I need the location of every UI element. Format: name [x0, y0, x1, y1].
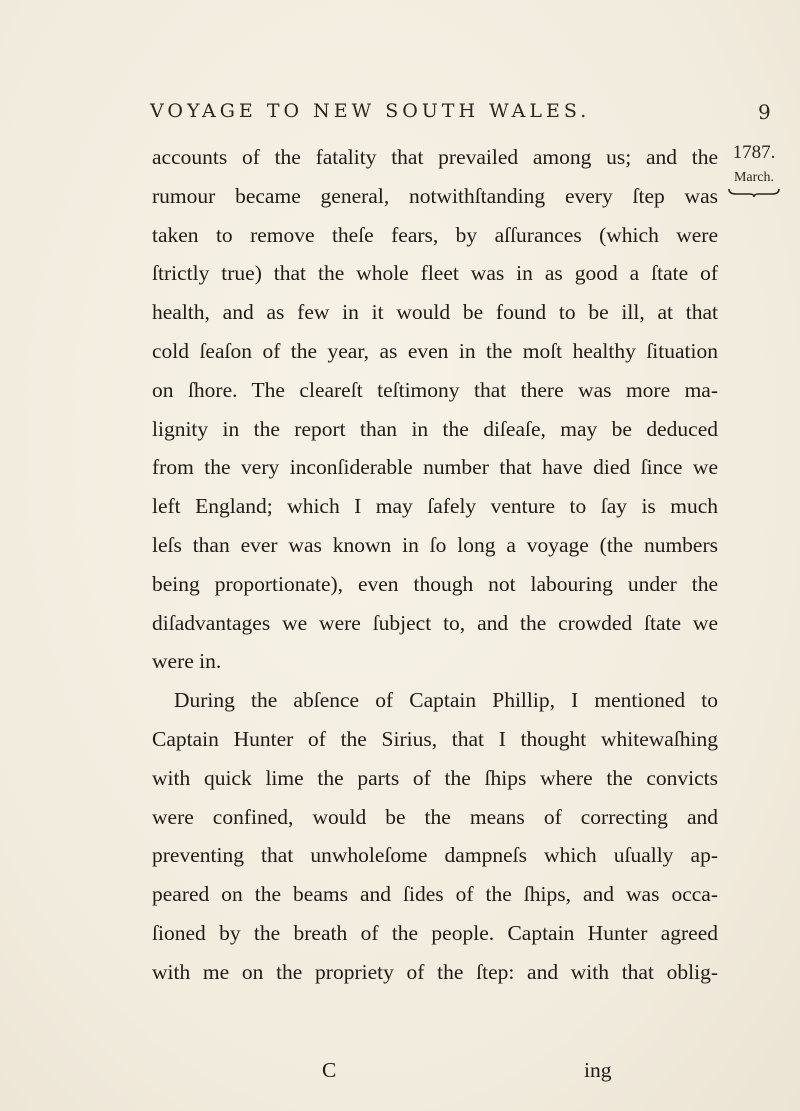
running-head: VOYAGE TO NEW SOUTH WALES.	[150, 100, 591, 122]
text-line: rumour became general, notwithſtanding every ſtep was	[152, 183, 718, 208]
body-text	[152, 138, 718, 992]
text-line: leſs than ever was known in ſo long a voyage (the numbers	[152, 532, 718, 557]
text-line: being proportionate), even though not labouring under the	[152, 571, 718, 596]
text-line: peared on the beams and ſides of the ſhips, and was occa-	[152, 882, 718, 907]
signature-mark: C	[322, 1058, 337, 1082]
text-line: During the abſence of Captain Phillip, I mentioned to	[174, 688, 718, 713]
text-line: on ſhore. The cleareſt teſtimony that there was more ma-	[152, 377, 718, 402]
text-line: lignity in the report than in the diſeaſe, may be deduced	[152, 416, 718, 441]
page-footer	[152, 1058, 718, 1094]
page-number: 9	[758, 100, 771, 124]
text-line: Captain Hunter of the Sirius, that I thought whitewaſhing	[152, 726, 718, 751]
text-line: health, and as few in it would be found to be ill, at that	[152, 300, 718, 325]
margin-year: 1787.	[732, 142, 776, 163]
text-line: taken to remove theſe fears, by aſſurances (which were	[152, 222, 718, 247]
text-line: were confined, would be the means of correcting and	[152, 804, 718, 829]
text-line: accounts of the fatality that prevailed among us; and the	[152, 145, 718, 169]
text-line: with me on the propriety of the ſtep: and with that oblig-	[152, 959, 718, 984]
text-line: preventing that unwholeſome dampneſs which uſually ap-	[152, 843, 718, 868]
text-line: from the very inconſiderable number that have died ſince we	[152, 455, 718, 480]
text-line: were in.	[152, 649, 222, 674]
text-line: with quick lime the parts of the ſhips where the convicts	[152, 765, 718, 790]
text-line: left England; which I may ſafely venture to ſay is much	[152, 494, 718, 519]
margin-note	[724, 142, 784, 198]
text-line: diſadvantages we were ſubject to, and the crowded ſtate we	[152, 610, 718, 635]
text-line: cold ſeaſon of the year, as even in the moſt healthy ſituation	[152, 338, 718, 363]
text-line: ſtrictly true) that the whole fleet was in as good a ſtate of	[152, 261, 718, 286]
text-line: ſioned by the breath of the people. Captain Hunter agreed	[152, 920, 718, 945]
brace-icon	[728, 188, 780, 198]
margin-month: March.	[733, 170, 775, 185]
catchword: ing	[584, 1058, 612, 1082]
